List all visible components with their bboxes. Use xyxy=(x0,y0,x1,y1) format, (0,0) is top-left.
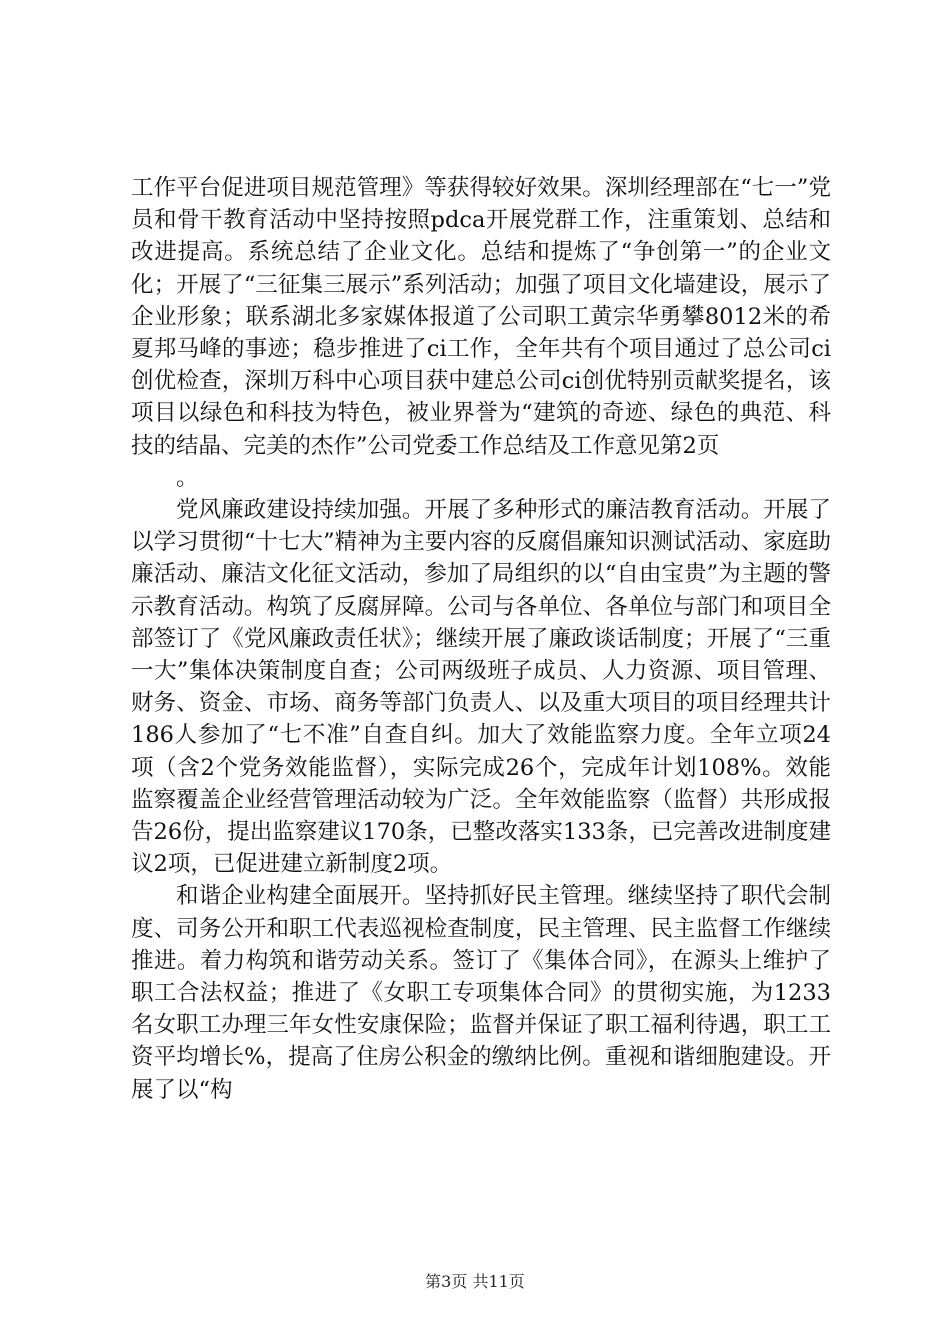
document-body xyxy=(131,172,831,1106)
page-footer: 第3页 共11页 xyxy=(425,1272,525,1291)
stray-punctuation: 。 xyxy=(176,464,199,491)
paragraph-harmonious-enterprise: 和谐企业构建全面展开。坚持抓好民主管理。继续坚持了职代会制度、司务公开和职工代表巡视检查制度，民主管理、民主监督工作继续推进。着力构筑和谐劳动关系。签订了《集体合同》，在源头上维护了职工合法权益；推进了《女职工专项集体合同》的贯彻实施，为1233名女职工办理三年女性安康保险；监督并保证了职工福利待遇，职工工资平均增长%，提高了住房公积金的缴纳比例。重视和谐细胞建设。开展了以“构 xyxy=(131,883,831,1103)
paragraph-continuation: 工作平台促进项目规范管理》等获得较好效果。深圳经理部在“七一”党员和骨干教育活动中坚持按照pdca开展党群工作，注重策划、总结和改进提高。系统总结了企业文化。总结和提炼了“争创第一”的企业文化；开展了“三征集三展示”系列活动；加强了项目文化墙建设，展示了企业形象；联系湖北多家媒体报道了公司职工黄宗华勇攀8012米的希夏邦马峰的事迹；稳步推进了ci工作，全年共有个项目通过了总公司ci创优检查，深圳万科中心项目获中建总公司ci创优特别贡献奖提名，该项目以绿色和科技为特色，被业界誉为“建筑的奇迹、绿色的典范、科技的结晶、完美的杰作”公司党委工作总结及工作意见第2页 xyxy=(131,175,831,459)
paragraph-clean-governance: 党风廉政建设持续加强。开展了多种形式的廉洁教育活动。开展了以学习贯彻“十七大”精神为主要内容的反腐倡廉知识测试活动、家庭助廉活动、廉洁文化征文活动，参加了局组织的以“自由宝贵”为主题的警示教育活动。构筑了反腐屏障。公司与各单位、各单位与部门和项目全部签订了《党风廉政责任状》；继续开展了廉政谈话制度；开展了“三重一大”集体决策制度自查；公司两级班子成员、人力资源、项目管理、财务、资金、市场、商务等部门负责人、以及重大项目的项目经理共计186人参加了“七不准”自查自纠。加大了效能监察力度。全年立项24项（含2个党务效能监督），实际完成26个，完成年计划108%。效能监察覆盖企业经营管理活动较为广泛。全年效能监察（监督）共形成报告26份，提出监察建议170条，已整改落实133条，已完善改进制度建议2项，已促进建立新制度2项。 xyxy=(131,497,831,878)
